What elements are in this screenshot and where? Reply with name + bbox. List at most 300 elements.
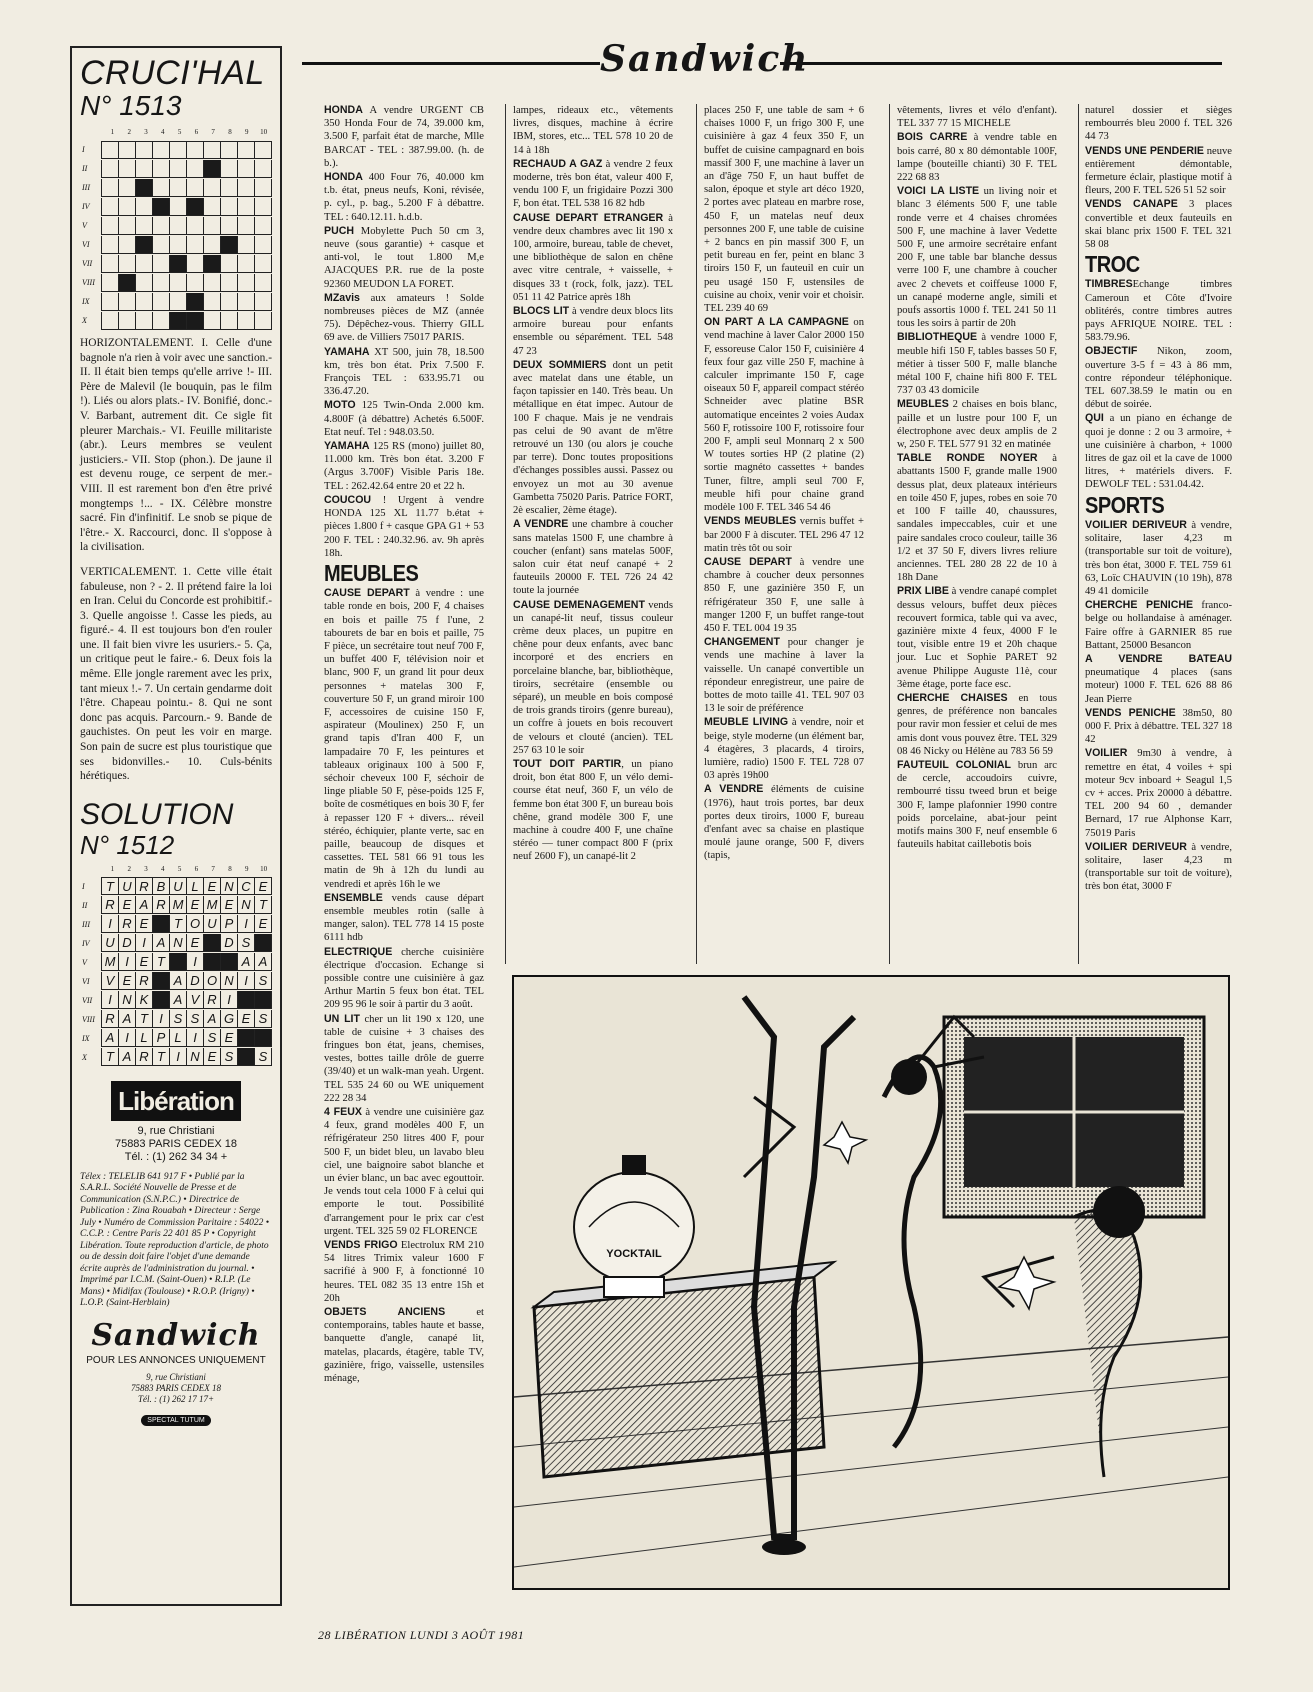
column-4 xyxy=(897,104,1057,852)
ad-text: naturel dossier et sièges rembourrés bleu 2000 f. TEL 326 44 73 xyxy=(1085,105,1232,143)
grid-row-number: I xyxy=(82,145,85,154)
solution-cell xyxy=(238,991,255,1009)
classified-ad xyxy=(1085,412,1232,491)
ad-keyword: RECHAUD A GAZ xyxy=(513,157,603,170)
grid-row-number: VIII xyxy=(82,278,95,287)
classified-ad xyxy=(513,305,673,358)
grid-row xyxy=(82,972,272,991)
ad-text: Electrolux RM 210 54 litres Trimix valeur 1600 F sacrifié à 900 F, à fonctionné 10 heures. TEL 082 35 13 entre 15h et 20h xyxy=(324,1240,484,1304)
grid-row xyxy=(82,1048,272,1067)
grid-cell xyxy=(136,198,153,216)
ad-text: éléments de cuisine (1976), haut trois portes, bar deux portes deux tiroirs, 1000 F, bureau d'enfant avec sa chaise en plastique moulé jaune orange, 500 F, divers (tapis, xyxy=(704,784,864,862)
grid-row xyxy=(82,1010,272,1029)
solution-cell: A xyxy=(204,1010,221,1028)
classified-ad xyxy=(704,515,864,555)
ad-text: cher un lit 190 x 120, une table de cuisine + 3 chaises des fringues bon état, jeans, chemises, vestes, bottes taille drôle de guerre (39/40) et un walk-man yeah. Urgent. TEL 535 24 60 ou WE uniquement 222 28 34 xyxy=(324,1013,484,1104)
ad-keyword: VENDS PENICHE xyxy=(1085,706,1176,719)
grid-cell xyxy=(255,312,272,330)
ad-text: 3 places convertible et deux fauteuils en skai blanc prix 1500 F. TEL 321 58 08 xyxy=(1085,199,1232,251)
solution-cell: T xyxy=(102,877,119,895)
classified-ad xyxy=(1085,707,1232,747)
grid-cell xyxy=(255,198,272,216)
classified-ad xyxy=(324,171,484,224)
solution-cell: A xyxy=(255,953,272,971)
grid-cell xyxy=(170,274,187,292)
classified-ad xyxy=(897,452,1057,584)
liberation-address-1: 9, rue Christiani xyxy=(137,1124,215,1137)
ad-text: neuve entièrement démontable, fermeture éclair, plastique motif à fleurs, 200 F. TEL 526 51 52 soir xyxy=(1085,145,1232,197)
grid-row-number: I xyxy=(82,881,85,891)
ad-keyword: ON PART A LA CAMPAGNE xyxy=(704,316,849,329)
solution-cell: I xyxy=(238,972,255,990)
grid-row-number: X xyxy=(82,316,87,325)
grid-cell xyxy=(153,293,170,311)
grid-row xyxy=(82,254,272,273)
solution-cell: R xyxy=(204,991,221,1009)
solution-cell: I xyxy=(119,1029,136,1047)
grid-col-number: 6 xyxy=(194,128,199,136)
section-meubles: MEUBLES xyxy=(324,561,419,587)
solution-cell xyxy=(204,953,221,971)
ad-text: , un piano droit, bon état 800 F, un vélo demi-course état neuf, 360 F, un vélo de femme bon état 300 F, un bureau bois chêne, grand modèle 300 F, une machine à coudre 400 F, une chaîne stéréo — tuner compact 800 F (prix neuf 2600 F), un canapé-lit 2 xyxy=(513,758,673,863)
column-2 xyxy=(513,104,673,865)
grid-cell xyxy=(238,255,255,273)
grid-cell xyxy=(136,160,153,178)
ad-keyword: ENSEMBLE xyxy=(324,891,383,904)
classified-ad xyxy=(324,1306,484,1385)
ad-text: Nikon, zoom, ouverture 3-5 f = 43 à 86 mm, contre répondeur téléphonique. TEL 607.38.59 le matin ou en début de soirée. xyxy=(1085,346,1232,411)
solution-cell: S xyxy=(170,1010,187,1028)
grid-row-number: III xyxy=(82,919,90,929)
ad-keyword: FAUTEUIL COLONIAL xyxy=(897,758,1012,771)
grid-row-number: IV xyxy=(82,202,90,211)
classified-ad xyxy=(1085,345,1232,411)
grid-col-number: 10 xyxy=(260,864,268,873)
grid-cell xyxy=(102,217,119,235)
solution-cell: T xyxy=(255,896,272,914)
classified-ad xyxy=(1085,278,1232,344)
grid-cell xyxy=(221,179,238,197)
grid-cell xyxy=(187,141,204,159)
solution-cell: I xyxy=(221,991,238,1009)
grid-cell xyxy=(153,198,170,216)
solution-cell: R xyxy=(136,972,153,990)
solution-cell: G xyxy=(221,1010,238,1028)
ads-sports xyxy=(1085,519,1232,894)
ad-text: à vendre, solitaire, laser 4,23 m (transportable sur toit de voiture), très bon état, 3000 F xyxy=(1085,841,1232,893)
ad-text: à vendre 1000 F, meuble hifi 150 F, tables basses 50 F, métier à tisser 500 F, malle blanche métal 100 F, chaine hifi 800 F. TEL 737 03 43 domicile xyxy=(897,332,1057,397)
solution-cell: I xyxy=(119,953,136,971)
grid-row xyxy=(82,991,272,1010)
grid-cell xyxy=(136,179,153,197)
classified-ad xyxy=(324,346,484,399)
grid-cell xyxy=(221,312,238,330)
grid-cell xyxy=(102,312,119,330)
solution-cell: I xyxy=(153,1010,170,1028)
solution-cell: T xyxy=(153,1048,170,1066)
grid-column-numbers xyxy=(104,865,272,877)
grid-cell xyxy=(238,236,255,254)
solution-cell: T xyxy=(102,1048,119,1066)
classified-ad xyxy=(513,359,673,517)
grid-cell xyxy=(187,274,204,292)
ad-keyword: CAUSE DEPART xyxy=(324,587,410,600)
grid-cell xyxy=(170,217,187,235)
grid-cell xyxy=(119,255,136,273)
grid-cell xyxy=(204,198,221,216)
grid-row xyxy=(82,934,272,953)
solution-cell: N xyxy=(119,991,136,1009)
solution-cell: P xyxy=(221,915,238,933)
grid-cell xyxy=(238,293,255,311)
grid-row-number: VI xyxy=(82,240,90,249)
solution-cell xyxy=(255,1029,272,1047)
ad-text: ! Urgent à vendre HONDA 125 XL 11.77 b.état + pièces 1.800 f + casque GPA G1 + 53 200 F. TEL : 240.32.96. av. 9h après 18h. xyxy=(324,494,484,559)
solution-cell: U xyxy=(119,877,136,895)
grid-cell xyxy=(187,255,204,273)
grid-cell xyxy=(170,293,187,311)
grid-cell xyxy=(119,312,136,330)
solution-cell: E xyxy=(119,896,136,914)
solution-cell: T xyxy=(153,953,170,971)
grid-col-number: 10 xyxy=(260,128,268,136)
grid-cell xyxy=(153,160,170,178)
grid-row-number: IX xyxy=(82,1033,90,1043)
vertical-clues: VERTICALEMENT. 1. Cette ville était fabuleuse, non ? - 2. Il prétend faire la loi en Iran. Celui du Concorde est prohibitif.- 3. Quelle angoisse !. Casse les pieds, au figuré.- 4. Il est toujours bon d'en rouler une. Il fait bien vivre les usuriers.- 5. Ça, un critique peut le faire.- 6. Deux fois la même. Elle jongle rarement avec les prix, tant mieux !.- 7. Un certain gendarme doit l'être. Chapeau pointu.- 8. Qui ne sont donc pas acquis. Parcourn.- 9. Bande de gauchistes. On peut les voir en marge. Son pain de sucre est plus touristique que ses bidonvilles.- 10. Culs-bénits hérétiques. xyxy=(80,565,272,783)
grid-cell xyxy=(204,160,221,178)
liberation-logo: Libération xyxy=(111,1081,241,1121)
solution-grid xyxy=(82,865,272,1067)
grid-cell xyxy=(221,293,238,311)
ads-troc xyxy=(1085,278,1232,491)
ad-text: à vendre : une table ronde en bois, 200 F, 4 chaises en bois et paille 75 f l'une, 2 tabourets de bar en bois et paille, 75 F pièce, un secrétaire tout neuf 700 F, un buffet 400 F, télévision noir et blanc, 900 F, un grand lit pour deux personnes + matelas 300 F, couverture 50 F, un grand miroir 100 F, accessoires de cuisine 150 F, aspirateur (Moulinex) 250 F, un grand tapis d'Iran 400 F, un lampadaire 70 F, les peintures et tableaux originaux 100 à 500 F, séchoir cheveux 100 F, séchoir de linge pliable 50 F, pèse-poids 125 F, boîte de cosmétiques en bois 30 F, fer à repasser 120 F + divers... réveil stéréo, échiquier, plante verte, sac en paille, beaucoup de disques et cassettes. TEL 581 66 91 tous les matin de 9h à 12h du lundi au vendredi et après 16h le we xyxy=(324,588,484,890)
solution-cell: D xyxy=(221,934,238,952)
grid-cell xyxy=(255,236,272,254)
grid-cell xyxy=(136,293,153,311)
solution-cell: S xyxy=(255,1048,272,1066)
ad-keyword: TIMBRES xyxy=(1085,278,1133,291)
grid-cell xyxy=(204,179,221,197)
solution-cell: B xyxy=(153,877,170,895)
solution-cell: N xyxy=(221,972,238,990)
grid-col-number: 1 xyxy=(110,128,115,136)
ad-keyword: MEUBLE LIVING xyxy=(704,716,789,729)
classified-ad xyxy=(897,398,1057,451)
crossword-number: N° 1513 xyxy=(80,90,182,121)
yocktail-sign: YOCKTAIL xyxy=(606,1248,662,1260)
grid-cell xyxy=(153,236,170,254)
solution-cell: U xyxy=(170,877,187,895)
grid-cell xyxy=(204,255,221,273)
grid-cell xyxy=(102,236,119,254)
ad-keyword: CAUSE DEMENAGEMENT xyxy=(513,598,645,611)
classified-ad xyxy=(704,783,864,862)
classified-ad xyxy=(1085,747,1232,839)
classified-ad xyxy=(513,518,673,597)
grid-cell xyxy=(153,217,170,235)
grid-col-number: 7 xyxy=(211,864,215,873)
grid-row xyxy=(82,292,272,311)
solution-cell: E xyxy=(136,953,153,971)
sandwich-logo: Sandwich xyxy=(600,38,810,80)
grid-col-number: 4 xyxy=(161,128,165,136)
solution-cell: I xyxy=(187,953,204,971)
classified-ad xyxy=(513,758,673,864)
grid-cell xyxy=(221,141,238,159)
printer-logo: SPECTAL TUTUM xyxy=(80,1415,272,1426)
grid-row xyxy=(82,273,272,292)
solution-cell: I xyxy=(170,1048,187,1066)
grid-cell xyxy=(136,217,153,235)
classified-ad xyxy=(704,316,864,514)
solution-cell: A xyxy=(119,1010,136,1028)
annonces-note: POUR LES ANNONCES UNIQUEMENT xyxy=(86,1354,266,1366)
grid-row-number: VII xyxy=(82,995,93,1005)
solution-cell xyxy=(238,1029,255,1047)
solution-cell: E xyxy=(204,877,221,895)
grid-cell xyxy=(221,274,238,292)
grid-cell xyxy=(221,160,238,178)
ad-text: a un piano en échange de quoi je donne : 2 ou 3 armoire, + une cuisinière à charbon, + 1000 litres de gaz oil et la cave de 1000 litres, + matériels divers. F. DEWOLF TEL : 531.04.42. xyxy=(1085,413,1232,491)
classified-ad xyxy=(1085,145,1232,198)
ad-text: à vendre table en bois carré, 80 x 80 démontable 100F, lampe (bouteille chianti) 30 F. TEL 222 68 83 xyxy=(897,132,1057,184)
grid-cell xyxy=(204,141,221,159)
ad-text: à vendre deux blocs lits armoire bureau pour enfants ensemble ou séparément. TEL 548 47 23 xyxy=(513,306,673,357)
classified-ad xyxy=(1085,104,1232,144)
column-rule xyxy=(505,104,506,964)
grid-cell xyxy=(136,255,153,273)
solution-cell: A xyxy=(136,896,153,914)
grid-row xyxy=(82,159,272,178)
ad-text: vends un canapé-lit neuf, tissus couleur crème deux places, un pupitre en chêne pour deux enfants, avec banc incorporé et des encriers en porcelaine blanche, bar, bibliothèque, tiroirs, secrétaire (ensemble ou séparé), un meuble en bois composé de trois grands tiroirs (genre bureau), un coffre à jouets en bois recouvert de velours et clouté (ancien). TEL 257 63 10 le soir xyxy=(513,599,673,756)
ad-text: en tous genres, de préférence non bancales pour ravir mon fessier et celui de mes amis dont vous pouvez être. TEL 329 08 46 Nicky ou Hélène au 783 56 59 xyxy=(897,692,1057,757)
grid-cell xyxy=(255,141,272,159)
ad-keyword: VENDS MEUBLES xyxy=(704,515,797,528)
grid-cell xyxy=(170,236,187,254)
ad-text: Mobylette Puch 50 cm 3, neuve (sous garantie) + casque et anti-vol, le tout 1.800 M,e AJACQUES P.R. rue de la poste 92360 MEUDON LA FORET. xyxy=(324,225,484,290)
ads-motos xyxy=(324,104,484,560)
grid-cell xyxy=(255,274,272,292)
ad-text: 400 Four 76, 40.000 km t.b. état, pneus neufs, Koni, révisée, p. cyl., p. bag., 5.200 F à débattre. TEL : 640.12.11. h.d.b. xyxy=(324,172,484,223)
ad-text: à vendre, noir et beige, style moderne (un élément bar, 4 étagères, 3 placards, 4 tiroirs, lumière, radio) 1500 F. TEL 728 07 03 après 19h00 xyxy=(704,717,864,782)
ad-text: franco-belge ou hollandaise à aménager. Faire offre à GARNIER 85 rue Battant, 25000 Besancon xyxy=(1085,600,1232,651)
classified-ad xyxy=(324,104,484,170)
illustration xyxy=(512,975,1230,1590)
illustration-drawing xyxy=(514,977,1228,1588)
ad-text: pour changer je vends une machine à laver la vaisselle. Un canapé convertible un répondeur enregistreur, une paire de bottes de moto taille 41. TEL 907 03 13 le soir de préférence xyxy=(704,637,864,715)
grid-row xyxy=(82,1029,272,1048)
ad-text: une chambre à coucher sans matelas 1500 F, une chambre à coucher (enfant) sans matelas 500F, salon cuir état neuf canapé + 2 fauteuils 20000 F. TEL 726 24 42 toute la journée xyxy=(513,519,673,597)
grid-cell xyxy=(119,274,136,292)
grid-row-number: VII xyxy=(82,259,93,268)
grid-cell xyxy=(119,217,136,235)
grid-cell xyxy=(187,293,204,311)
classified-ad xyxy=(324,1106,484,1238)
sandwich-address-2: 75883 PARIS CEDEX 18 xyxy=(130,1382,222,1393)
solution-cell: R xyxy=(102,1010,119,1028)
solution-cell xyxy=(170,953,187,971)
ad-text: places 250 F, une table de sam + 6 chaises 1000 F, un frigo 300 F, une cuisinière à gaz 4 feux 350 F, un buffet de cuisine campagnard en bois massif 300 F, une machine à laver un an d'âge 750 F, un haut buffet de salon, époque et style art déco 1920, 2 portes avec plateau en marbre rose, 450 F, un matelas neuf deux personnes 200 F, une table de cuisine + 2 bancs en pin massif 300 F, un petit bureau en fer, peint en blanc 3 tiroirs 150 F, un fauteuil en cuir un peu usagé 150 F, ustensiles de cuisine au choix, venir voir et choisir. TEL 239 40 69 xyxy=(704,105,864,315)
solution-cell: S xyxy=(255,1010,272,1028)
solution-cell: E xyxy=(187,934,204,952)
column-rule xyxy=(1078,104,1079,964)
grid-cell xyxy=(119,160,136,178)
grid-col-number: 3 xyxy=(144,864,148,873)
solution-cell xyxy=(238,1048,255,1066)
ad-keyword: BOIS CARRE xyxy=(897,131,968,144)
solution-cell: R xyxy=(136,1048,153,1066)
section-sports: SPORTS xyxy=(1085,492,1165,519)
grid-row xyxy=(82,896,272,915)
solution-cell: C xyxy=(238,877,255,895)
ad-keyword: VENDS UNE PENDERIE xyxy=(1085,144,1204,157)
section-troc: TROC xyxy=(1085,252,1140,278)
ad-text: à abattants 1500 F, grande malle 1900 dessus plat, deux plateaux intérieurs en toile 450 F, jupes, robes en soie 70 et 100 F taille 40, chaussures, sandales impeccables, cuir et une paire sandales croco couleur, taille 36 1/2 et 37 50 F, divers livres reliure anciennes. TEL 280 28 22 de 10 à 18h Dane xyxy=(897,453,1057,584)
grid-row xyxy=(82,915,272,934)
solution-cell: E xyxy=(204,1048,221,1066)
classified-ad xyxy=(897,692,1057,758)
ad-text: brun arc de cercle, accoudoirs cuivre, rembourré tissu tweed brun et beige 300 F, lampe plafonnier 1990 contre poids porcelaine, abat-jour peint motifs mains 300 F, neuf ensemble 6 fauteuils habitat caillebotis bois xyxy=(897,759,1058,851)
ad-text: XT 500, juin 78, 18.500 km, très bon état. Prix 7.500 F. François TEL : 633.95.71 ou 336.47.20. xyxy=(324,346,484,398)
ad-text: à vendre canapé complet dessus velours, buffet deux pièces recouvert formica, table qui va avec, gazinière mixte 4 feux, 4000 F le tout, visible entre 19 et 20h chaque jour. Luc et Sophie PARET 92 avenue Philippe Auguste 11è, cour 3ème étage, porte face esc. xyxy=(897,586,1057,690)
ad-keyword: VOILIER DERIVEUR xyxy=(1085,840,1187,853)
solution-cell: S xyxy=(221,1048,238,1066)
ad-text: Echange timbres Cameroun et Côte d'Ivoire oblitérés, contre timbres autres pays AFRIQUE NOIRE. TEL : 583.79.96. xyxy=(1085,279,1232,344)
grid-cell xyxy=(102,255,119,273)
classified-ad xyxy=(1085,599,1232,652)
classified-ad xyxy=(324,494,484,560)
grid-cell xyxy=(255,293,272,311)
classified-ad xyxy=(324,1013,484,1105)
solution-cell xyxy=(255,991,272,1009)
ads-list xyxy=(1085,104,1232,251)
ad-keyword: MOTO xyxy=(324,399,356,412)
ad-keyword: MZavis xyxy=(324,291,360,304)
grid-col-number: 5 xyxy=(177,128,182,136)
solution-cell: P xyxy=(153,1029,170,1047)
solution-cell: L xyxy=(136,1029,153,1047)
solution-cell: E xyxy=(221,1029,238,1047)
grid-col-number: 3 xyxy=(144,128,148,136)
solution-cell: A xyxy=(119,1048,136,1066)
solution-cell: L xyxy=(170,1029,187,1047)
solution-cell: D xyxy=(119,934,136,952)
solution-cell: V xyxy=(102,972,119,990)
ad-keyword: HONDA xyxy=(324,104,363,116)
grid-cell xyxy=(255,179,272,197)
grid-row-number: X xyxy=(82,1052,87,1062)
grid-cell xyxy=(238,217,255,235)
sandwich-address-1: 9, rue Christiani xyxy=(146,1371,206,1382)
grid-row xyxy=(82,953,272,972)
solution-cell: E xyxy=(119,972,136,990)
grid-col-number: 5 xyxy=(177,864,182,873)
ads-list xyxy=(704,104,864,863)
classified-ad xyxy=(324,225,484,291)
ad-keyword: A VENDRE xyxy=(513,518,569,531)
solution-cell: N xyxy=(187,1048,204,1066)
grid-col-number: 9 xyxy=(245,864,249,873)
solution-cell: E xyxy=(187,896,204,914)
solution-cell: A xyxy=(153,934,170,952)
solution-cell: R xyxy=(102,896,119,914)
grid-cell xyxy=(204,236,221,254)
classified-ad xyxy=(704,104,864,315)
ad-keyword: BIBLIOTHEQUE xyxy=(897,331,978,344)
solution-cell: E xyxy=(255,877,272,895)
ad-text: un living noir et blanc 3 éléments 500 F, une table ronde verre et 4 chaises chromées 500 F, une machine à laver Vedette 500 F, une armoire secrétaire enfant 200 F, une table bar blanche dessus verre 100 F, une chambre à coucher avec 2 chevets et coiffeuse 1000 F, un canapé moderne angle, simili et poufs assortis 1000 f. TEL 241 50 11 tous les soirs à partir de 20h xyxy=(897,186,1057,330)
solution-number: N° 1512 xyxy=(80,829,175,860)
solution-cell xyxy=(255,934,272,952)
ad-keyword: QUI xyxy=(1085,412,1104,425)
grid-col-number: 2 xyxy=(127,864,131,873)
ad-keyword: VOILIER xyxy=(1085,747,1128,760)
ad-text: aux amateurs ! Solde nombreuses pièces de MZ (année 75). Dépêchez-vous. Thierry GILL 69 ave. de Villiers 75017 PARIS. xyxy=(324,292,484,344)
classified-ad xyxy=(324,399,484,439)
grid-row-number: IX xyxy=(82,297,90,306)
grid-cell xyxy=(153,274,170,292)
column-rule xyxy=(696,104,697,964)
grid-cell xyxy=(255,160,272,178)
grid-col-number: 8 xyxy=(228,128,232,136)
ad-keyword: VOILIER DERIVEUR xyxy=(1085,518,1187,531)
classified-ad xyxy=(897,131,1057,184)
ad-text: à vendre 2 feux moderne, très bon état, valeur 400 F, vendu 100 F, un frigidaire Pozzi 300 F, bon état. TEL 538 16 82 hdb xyxy=(513,158,673,210)
liberation-phone: Tél. : (1) 262 34 34 + xyxy=(124,1150,228,1163)
solution-cell: R xyxy=(153,896,170,914)
solution-cell: S xyxy=(204,1029,221,1047)
grid-cell xyxy=(170,141,187,159)
solution-cell xyxy=(153,991,170,1009)
grid-cell xyxy=(238,179,255,197)
grid-row-number: III xyxy=(82,183,90,192)
ad-keyword: OBJECTIF xyxy=(1085,345,1138,358)
grid-col-number: 4 xyxy=(161,864,165,873)
classified-ad xyxy=(704,556,864,635)
grid-cell xyxy=(204,274,221,292)
grid-cell xyxy=(136,141,153,159)
grid-cell xyxy=(170,255,187,273)
grid-cell xyxy=(153,141,170,159)
ad-text: cherche cuisinière électrique d'occasion. Echange si possible contre une cuisinière à gaz Arthur Martin 5 feux bon état. TEL 209 95 96 le soir à partir du 3 août. xyxy=(324,946,484,1011)
solution-cell: N xyxy=(238,896,255,914)
classified-ad xyxy=(513,599,673,757)
classified-ad xyxy=(897,331,1057,397)
ad-text: A vendre URGENT CB 350 Honda Four de 74, 39.000 km, 3.500 F, parfait état de marche, Mlle BARCAT - TEL : 387.99.00. (h. de b.). xyxy=(324,105,484,169)
grid-cell xyxy=(153,312,170,330)
solution-cell: R xyxy=(119,915,136,933)
grid-cell xyxy=(187,217,204,235)
solution-cell: E xyxy=(238,1010,255,1028)
solution-cell: E xyxy=(221,896,238,914)
grid-cell xyxy=(221,255,238,273)
solution-cell: S xyxy=(255,972,272,990)
grid-col-number: 8 xyxy=(228,864,232,873)
grid-row-number: V xyxy=(82,221,87,230)
classified-ad xyxy=(324,587,484,891)
grid-cell xyxy=(204,293,221,311)
solution-cell: M xyxy=(170,896,187,914)
ad-keyword: VOICI LA LISTE xyxy=(897,185,980,198)
ad-text: lampes, rideaux etc., vêtements livres, disques, machine à écrire IBM, stores, etc... TEL 578 10 20 de 14 à 18h xyxy=(513,105,673,156)
classified-ad xyxy=(324,946,484,1012)
ad-keyword: ELECTRIQUE xyxy=(324,945,393,958)
solution-cell xyxy=(153,972,170,990)
solution-cell: S xyxy=(187,1010,204,1028)
grid-row xyxy=(82,178,272,197)
grid-col-number: 2 xyxy=(127,128,131,136)
ad-text: pneumatique 4 places (sans moteur) 1000 F. TEL 626 88 86 Jean Pierre xyxy=(1085,667,1232,705)
